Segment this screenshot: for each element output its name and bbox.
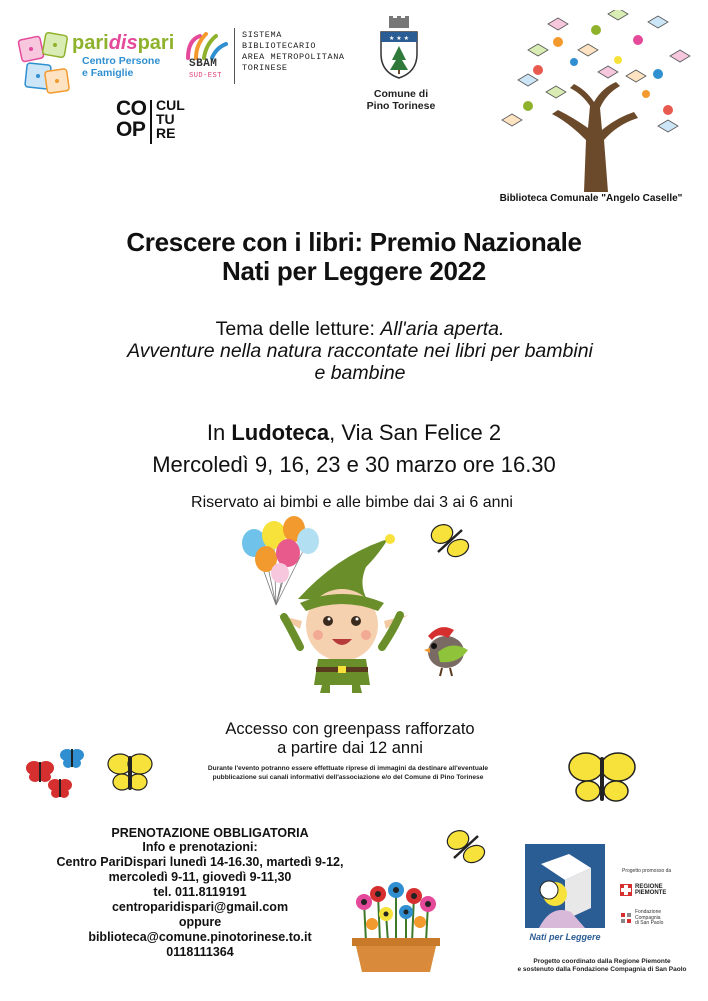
sbam-acronym: SBAM [189, 58, 218, 70]
biblioteca-tree-logo [498, 10, 694, 208]
book-tree-icon [498, 10, 694, 192]
svg-text:★ ★ ★: ★ ★ ★ [389, 35, 409, 42]
page-title: Crescere con i libri: Premio Nazionale Nati per Leggere 2022 [126, 227, 582, 286]
library-phone: 0118111364 [166, 945, 234, 959]
access-requirements: Accesso con greenpass rafforzato a partire dai 12 anni [225, 720, 475, 757]
regione-piemonte-icon [620, 884, 632, 896]
coopculture-logo [116, 98, 186, 148]
paridispari-subtitle: Centro Persone e Famiglie [82, 55, 161, 79]
event-location: In Ludoteca, Via San Felice 2 [206, 420, 502, 445]
booking-line: mercoledì 9-11, giovedì 9-11,30 [108, 870, 292, 884]
project-note: Progetto coordinato dalla Regione Piemonte e sostenuto dalla Fondazione Compagnia di San Paolo [517, 958, 687, 973]
culture-wordmark: CUL TU RE [156, 97, 185, 141]
booking-details [20, 840, 380, 960]
regione-piemonte-logo: REGIONE PIEMONTE [620, 884, 666, 896]
sbam-divider [234, 28, 235, 84]
butterfly-icon [428, 518, 472, 562]
butterfly-icon [444, 824, 488, 868]
butterflies-group [24, 742, 154, 802]
elf-with-balloons-icon [238, 515, 438, 695]
comune-logo [358, 16, 448, 116]
npl-title: Nati per Leggere [529, 932, 601, 942]
reading-theme: Tema delle letture: All'aria aperta. Avventure nella natura raccontate nei libri per bambini e bambine [127, 318, 593, 384]
booking-email[interactable]: centroparidispari@gmail.com [111, 900, 289, 914]
comune-name: Comune di Pino Torinese [366, 88, 436, 112]
bird-illustration [418, 618, 476, 680]
paridispari-wordmark: paridispari [72, 32, 175, 54]
butterfly-icon [58, 746, 86, 770]
butterfly-icon [106, 750, 154, 796]
comune-crest-icon [378, 16, 420, 80]
sbam-logo [182, 26, 368, 88]
booking-line: Centro PariDispari lunedì 14-16.30, martedì 9-12, [56, 855, 344, 869]
booking-phone: tel. 011.8119191 [153, 885, 247, 899]
npl-book-cover [525, 844, 605, 928]
photo-disclaimer: Durante l'evento potranno essere effettuate riprese di immagini da destinare all'eventuale pubblicazione sui canali informativi dell'associazione e/o del Comune di Pino Torinese [207, 765, 489, 781]
flowerpot-illustration [350, 882, 442, 974]
compagnia-sanpaolo-logo: Fondazione Compagnia di San Paolo [620, 910, 663, 927]
sbam-subtitle: SUD-EST [189, 72, 222, 80]
sbam-fullname: SISTEMA BIBLIOTECARIO AREA METROPOLITANA TORINESE [242, 30, 345, 73]
library-email[interactable]: biblioteca@comune.pinotorinese.to.it [88, 930, 312, 944]
bird-icon [418, 618, 476, 680]
booking-heading: PRENOTAZIONE OBBLIGATORIA [111, 826, 309, 840]
sbam-rays-icon [182, 30, 230, 60]
partners-block [620, 868, 704, 938]
butterfly-icon [46, 776, 74, 800]
biblioteca-caption: Biblioteca Comunale "Angelo Caselle" [499, 193, 683, 204]
coop-divider [150, 100, 152, 144]
nati-per-leggere-logo [525, 844, 605, 944]
paridispari-logo [16, 26, 191, 108]
elf-illustration [238, 515, 438, 695]
sanpaolo-icon [620, 912, 632, 924]
partners-promoted-by: Progetto promosso da [622, 868, 672, 874]
butterfly-icon [566, 745, 638, 807]
event-dates: Mercoledì 9, 16, 23 e 30 marzo ore 16.30 [152, 452, 556, 477]
paridispari-dice-icon [16, 30, 76, 108]
coop-wordmark: CO OP [116, 97, 147, 141]
event-audience: Riservato ai bimbi e alle bimbe dai 3 ai 6 anni [191, 494, 513, 511]
booking-line: Info e prenotazioni: [142, 840, 258, 854]
booking-line: oppure [178, 915, 222, 929]
flowerpot-icon [350, 882, 442, 974]
npl-reading-child-icon [525, 844, 605, 928]
